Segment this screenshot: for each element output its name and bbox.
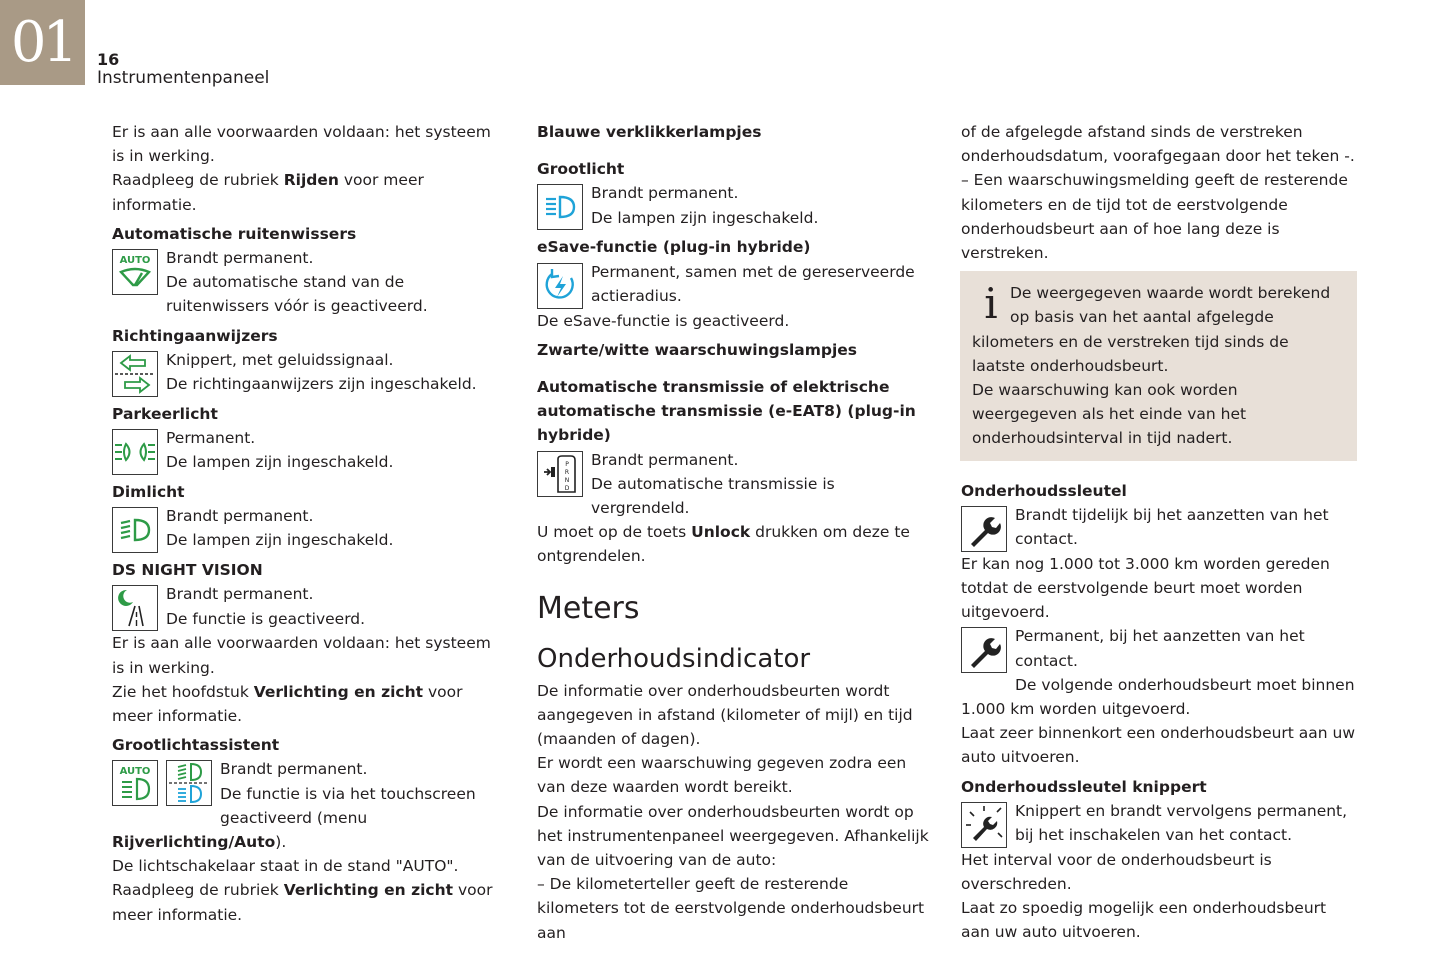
night-vision-icon <box>112 585 158 631</box>
service-key-flashing-entry: Knippert en brandt vervolgens permanent, bij het inschakelen van het contact. <box>961 799 1357 848</box>
dipped-beam-heading: Dimlicht <box>112 483 185 502</box>
auto-wiper-icon <box>112 249 158 295</box>
svg-text:R: R <box>564 468 570 476</box>
warning-lamps-heading: Zwarte/witte waarschuwingslampjes <box>537 340 858 359</box>
wrench-icon <box>961 627 1007 673</box>
unlock-instruction: U moet op de toets Unlock drukken om deze te ontgrendelen. <box>537 523 910 566</box>
night-vision-reference: Zie het hoofdstuk Verlichting en zicht voor meer informatie. <box>112 682 463 726</box>
svg-text:P: P <box>565 460 569 468</box>
column-3: of de afgelegde afstand sinds de verstreken onderhoudsdatum, voorafgegaan door het teken -. – Een waarschuwingsmelding geeft de resterende kilometers en de tijd tot de eerstvolgende onderhoudsbeurt aan of hoe lang deze is verstreken. i De weergegeven waarde wordt berekend op basis van het aantal afgelegde kilometers en de verstreken tijd sinds de laatste onderhoudsbeurt. De waarschuwing kan ook worden weergegeven als het einde van het onderhoudsinterval in tijd nadert. Onderhoudssleutel Brandt tijdelijk bij het aanzetten van het contact. Er kan nog 1.000 tot 3.000 km worden gereden totdat de eerstvolgende beurt moet worden uitgevoerd. Permanent, bij het aanzetten van het contact. De volgende onderhoudsbeurt moet binnen 1.000 km worden uitgevoerd. Laat zeer binnenkort een onderhoudsbeurt aan uw auto uitvoeren. Onderhoudssleutel knippert Knippert en brandt vervolgens permanent, bij het inschakelen van het contact. Het interval voor de onderhoudsbeurt is overschreden. Laat zo spoedig mogelijk een onderhoudsbeurt aan uw auto uitvoeren. <box>961 123 1356 942</box>
service-key-entry-2: Permanent, bij het aanzetten van het contact. De volgende onderhoudsbeurt moet binnen 1.000 km worden uitgevoerd. <box>961 627 1355 719</box>
svg-text:AUTO: AUTO <box>119 255 151 267</box>
service-key-heading: Onderhoudssleutel <box>961 481 1127 500</box>
wipers-heading: Automatische ruitenwissers <box>112 224 357 243</box>
section-title: Instrumentenpaneel <box>97 68 270 88</box>
esave-entry: Permanent, samen met de gereserveerde actieradius. <box>537 260 932 309</box>
meters-heading: Meters <box>537 590 640 626</box>
indicators-heading: Richtingaanwijzers <box>112 326 278 345</box>
service-key-flashing-heading: Onderhoudssleutel knippert <box>961 777 1207 796</box>
high-beam-assist-reference: Raadpleeg de rubriek Verlichting en zicht voor meer informatie. <box>112 881 493 924</box>
parking-light-entry: Permanent. De lampen zijn ingeschakeld. <box>112 426 507 475</box>
info-box: i De weergegeven waarde wordt berekend op basis van het aantal afgelegde kilometers en de verstreken tijd sinds de laatste onderhoudsbeurt. De waarschuwing kan ook worden weergegeven als het einde van het onderhoudsinterval in tijd nadert. <box>960 271 1357 460</box>
night-vision-heading: DS NIGHT VISION <box>112 561 263 580</box>
transmission-heading: Automatische transmissie of elektrische automatische transmissie (e-EAT8) (plug-in hybride) <box>537 378 916 445</box>
transmission-entry: P R N D Brandt permanent. De automatische transmissie is vergrendeld. <box>537 448 932 521</box>
svg-text:D: D <box>564 484 570 492</box>
auto-high-beam-icon <box>112 760 158 806</box>
svg-text:N: N <box>564 476 570 484</box>
main-beam-icon <box>537 184 583 230</box>
info-icon: i <box>984 279 998 329</box>
wipers-entry: AUTO Brandt permanent. De automatische stand van de ruitenwissers vóór is geactiveerd. <box>112 246 507 319</box>
high-beam-assist-entry: AUTO Brandt permanent. De functie is via het touchscreen geactiveerd (menu Rijverlichting/Auto). <box>112 760 476 852</box>
esave-icon <box>537 263 583 309</box>
gear-lever-lock-icon <box>537 451 583 497</box>
wrench-icon <box>961 506 1007 552</box>
main-beam-heading: Grootlicht <box>537 160 625 179</box>
chapter-tab: 01 <box>0 0 85 85</box>
night-vision-entry: Brandt permanent. De functie is geactiveerd. <box>112 582 507 631</box>
parking-light-heading: Parkeerlicht <box>112 404 218 423</box>
turn-signal-icon <box>112 351 158 397</box>
blue-lamps-heading: Blauwe verklikkerlampjes <box>537 123 762 141</box>
high-beam-assist-heading: Grootlichtassistent <box>112 736 280 755</box>
intro-text: Er is aan alle voorwaarden voldaan: het systeem is in werking. <box>112 123 491 166</box>
service-key-entry: Brandt tijdelijk bij het aanzetten van het contact. <box>961 503 1357 552</box>
dipped-beam-entry: Brandt permanent. De lampen zijn ingeschakeld. <box>112 504 507 553</box>
service-indicator-heading: Onderhoudsindicator <box>537 643 811 674</box>
flashing-wrench-icon <box>961 802 1007 848</box>
svg-text:AUTO: AUTO <box>119 766 151 778</box>
high-beam-switch-icon <box>166 760 212 806</box>
column-2: Blauwe verklikkerlampjes Grootlicht Brandt permanent. De lampen zijn ingeschakeld. eSave-functie (plug-in hybride) Permanent, samen met de gereserveerde actieradius. De eSave-functie is geactiveerd. Zwarte/witte waarschuwingslampjes Automatische transmissie of elektrische automatische transmissie (e-EAT8) (plug-in hybride) P R N D Brandt permanent. De automatische transmissie is vergrendeld. U moet op de toets Unlock drukken om deze te ontgrendelen. Meters Onderhoudsindicator De informatie over onderhoudsbeurten wordt aangegeven in afstand (kilometer of mijl) en tijd (maanden of dagen). Er wordt een waarschuwing gegeven zodra een van deze waarden wordt bereikt. De informatie over onderhoudsbeurten wordt op het instrumentenpaneel weergegeven. Afhankelijk van de uitvoering van de auto: – De kilometerteller geeft de resterende kilometers tot de eerstvolgende onderhoudsbeurt aan <box>537 120 932 945</box>
intro-reference: Raadpleeg de rubriek Rijden voor meer informatie. <box>112 171 424 214</box>
main-beam-entry: Brandt permanent. De lampen zijn ingeschakeld. <box>537 181 932 230</box>
dipped-beam-icon <box>112 507 158 553</box>
esave-heading: eSave-functie (plug-in hybride) <box>537 238 811 257</box>
parking-light-icon <box>112 429 158 475</box>
indicators-entry: Knippert, met geluidssignaal. De richtingaanwijzers zijn ingeschakeld. <box>112 348 507 397</box>
page-number: 16 <box>97 50 120 69</box>
column-1: Er is aan alle voorwaarden voldaan: het systeem is in werking. Raadpleeg de rubriek Rijden voor meer informatie. Automatische ruitenwissers AUTO Brandt permanent. De automatische stand van de ruitenwissers vóór is geactiveerd. Richtingaanwijzers Knippert, met geluidssignaal. De richtingaanwijzers zijn ingeschakeld. Parkeerlicht Permanent. De lampen zijn ingeschakeld. Dimlicht Brandt permanent. De lampen zijn ingeschakeld. DS NIGHT VISION Brandt permanent. De functie is geactiveerd. Er is aan alle voorwaarden voldaan: het systeem is in werking. Zie het hoofdstuk Verlichting en zicht voor meer informatie. Grootlichtassistent AUTO Brandt permanent. De functie is via het touchscreen geactiveerd (menu Rijverlichting/Auto). De lichtschakelaar staat in de stand "AUTO". Raadpleeg de rubriek Verlichting en zicht voor meer informatie. <box>112 120 507 927</box>
